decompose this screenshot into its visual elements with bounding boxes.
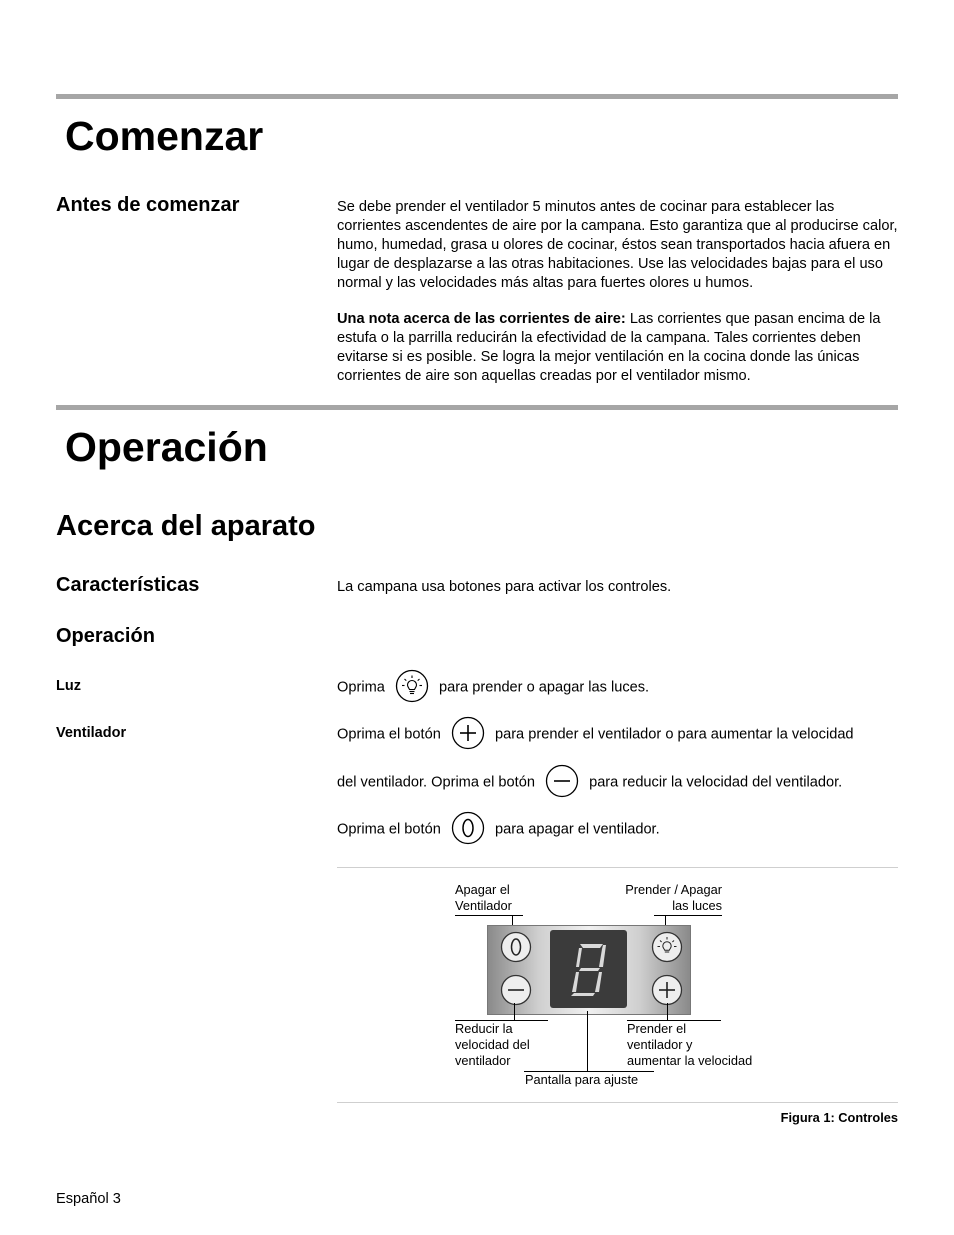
- section-rule: [56, 405, 898, 410]
- caption-off-line: Ventilador: [455, 898, 512, 913]
- leader-line: [514, 1003, 515, 1021]
- heading-antes-de-comenzar: Antes de comenzar: [56, 194, 240, 216]
- off-button[interactable]: [500, 931, 532, 968]
- minus-button[interactable]: [500, 974, 532, 1011]
- note-paragraph: [337, 310, 899, 386]
- seven-segment-display: [550, 930, 627, 1008]
- note-label: Una nota acerca de las corrientes de aire:: [337, 311, 626, 327]
- caption-increase-line: ventilador y: [627, 1037, 693, 1052]
- heading-caracteristicas: Características: [56, 574, 200, 596]
- figure-bottom-rule: [337, 1102, 898, 1103]
- caption-off-line: Apagar el: [455, 882, 510, 897]
- page-footer: Español 3: [56, 1191, 121, 1207]
- heading-operacion: Operación: [56, 625, 155, 647]
- plus-icon: [451, 716, 485, 754]
- fan-instruction-2: [337, 764, 842, 802]
- light-post: para prender o apagar las luces.: [438, 679, 650, 696]
- intro-paragraph: Se debe prender el ventilador 5 minutos antes de cocinar para establecer las corrientes ascendentes de aire por la campana. Esto garantiza que al producirse calor, humo, humedad, grasa u olores de cocinar, éstos sean transportados hacia afuera en lugar de desplazarse a las otras habitaciones. Use las velocidades bajas para el uso normal y las velocidades más altas para fuertes olores u humos.: [337, 199, 898, 291]
- light-icon: [395, 669, 429, 707]
- leader-line: [587, 1011, 588, 1071]
- leader-line: [667, 1003, 668, 1021]
- minus-icon: [545, 764, 579, 802]
- note-text: Las corrientes que pasan encima de la estufa o la parrilla reducirán la efectividad de la campana. Tales corrientes deben evitarse si es posible. Se logra la mejor ventilación en la cocina donde las únicas corrientes de aire son aquellas creadas por el ventilador mismo.: [337, 311, 881, 384]
- light-button[interactable]: [651, 931, 683, 968]
- label-ventilador: Ventilador: [56, 725, 127, 741]
- caption-reduce: [455, 1021, 530, 1069]
- caption-light: [610, 882, 722, 914]
- caption-increase: [627, 1021, 752, 1069]
- caption-light-line: las luces: [672, 898, 722, 913]
- heading-acerca-del-aparato: Acerca del aparato: [56, 510, 316, 542]
- caption-reduce-line: velocidad del: [455, 1037, 530, 1052]
- section-rule: [56, 94, 898, 99]
- figure-top-rule: [337, 867, 898, 868]
- caption-display: Pantalla para ajuste: [525, 1072, 639, 1087]
- fan-line3-post: para apagar el ventilador.: [494, 821, 660, 838]
- fan-line3-pre: Oprima el botón: [337, 821, 441, 838]
- label-luz: Luz: [56, 678, 81, 694]
- display-window: [550, 930, 627, 1008]
- light-instruction: [337, 669, 649, 707]
- figure-caption: Figura 1: Controles: [780, 1110, 898, 1125]
- caption-off: [455, 882, 512, 914]
- fan-line1-pre: Oprima el botón: [337, 726, 441, 743]
- light-pre: Oprima: [337, 679, 385, 696]
- caption-increase-line: aumentar la velocidad: [627, 1053, 753, 1068]
- control-panel: [487, 925, 691, 1015]
- fan-line1-post: para prender el ventilador o para aumentar la velocidad: [494, 726, 854, 743]
- page-title-operacion: Operación: [65, 424, 268, 470]
- caption-display-clip: [520, 1072, 720, 1094]
- caption-reduce-line: Reducir la: [455, 1021, 513, 1036]
- features-text: La campana usa botones para activar los controles.: [337, 579, 672, 595]
- fan-line2-post: para reducir la velocidad del ventilador.: [589, 774, 843, 791]
- caption-light-line: Prender / Apagar: [625, 882, 722, 897]
- zero-icon: [451, 811, 485, 849]
- caption-increase-line: Prender el: [627, 1021, 687, 1036]
- fan-instruction-1: [337, 716, 854, 754]
- fan-line2-pre: del ventilador. Oprima el botón: [337, 774, 535, 791]
- page-title-comenzar: Comenzar: [65, 113, 264, 159]
- fan-instruction-3: [337, 811, 660, 849]
- caption-reduce-line: ventilador: [455, 1053, 511, 1068]
